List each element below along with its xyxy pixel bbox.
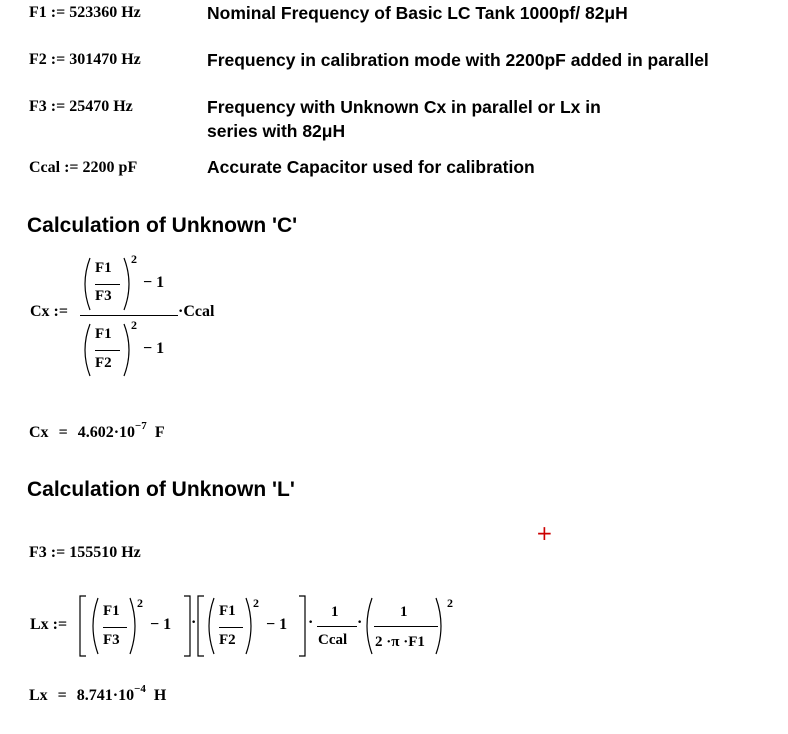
cx-num-fraction-bar — [95, 284, 120, 285]
f2-definition: F2 := 301470 Hz — [29, 51, 141, 68]
lx-dot-1: · — [191, 614, 197, 631]
f3-definition: F3 := 25470 Hz — [29, 98, 133, 115]
lx-lhs: Lx := — [30, 616, 68, 633]
lx-last-fraction-bar — [374, 626, 438, 627]
f1-definition: F1 := 523360 Hz — [29, 4, 141, 21]
crosshair-cursor-icon: + — [536, 521, 553, 545]
lx-frac2-f2: F2 — [219, 632, 236, 648]
cx-num-exponent: 2 — [131, 252, 137, 266]
ccal-definition: Ccal := 2200 pF — [29, 159, 138, 176]
ccal-description: Accurate Capacitor used for calibration — [207, 157, 535, 177]
cx-den-fraction-bar — [95, 350, 120, 351]
lx-last-exponent: 2 — [447, 596, 453, 610]
cx-result-equals: = — [58, 424, 68, 441]
cx-main-fraction-bar — [80, 315, 178, 316]
cx-num-minus-one: − 1 — [143, 274, 165, 291]
lx-frac2-exponent: 2 — [253, 596, 259, 610]
cx-den-exponent: 2 — [131, 318, 137, 332]
lx-result-equals: = — [57, 687, 67, 704]
cx-den-f1: F1 — [95, 326, 112, 342]
cx-num-f1: F1 — [95, 260, 112, 276]
lx-dot-2: · — [308, 614, 314, 631]
cx-den-minus-one: − 1 — [143, 340, 165, 357]
cx-multiplier: ·Ccal — [178, 303, 215, 320]
cx-result — [29, 420, 165, 442]
cx-den-f2: F2 — [95, 355, 112, 371]
heading-unknown-l: Calculation of Unknown 'L' — [27, 478, 295, 501]
lx-frac1-minus-one: − 1 — [150, 616, 172, 633]
heading-unknown-c: Calculation of Unknown 'C' — [27, 214, 298, 237]
lx-frac2-minus-one: − 1 — [266, 616, 288, 633]
lx-frac1-bar — [103, 627, 127, 628]
lx-frac2-bar — [219, 627, 243, 628]
lx-dot-3: · — [357, 614, 363, 631]
f2-description: Frequency in calibration mode with 2200pF added in parallel — [207, 50, 709, 70]
lx-ccal-denominator: Ccal — [318, 632, 348, 648]
cx-result-value: 4.602·10 — [77, 424, 136, 441]
lx-result-unit: H — [153, 687, 167, 704]
f3-description-line2: series with 82μH — [207, 121, 346, 141]
cx-num-f3: F3 — [95, 288, 112, 304]
lx-last-denominator: 2 ·π ·F1 — [375, 634, 425, 650]
f1-description: Nominal Frequency of Basic LC Tank 1000pf/ 82μH — [207, 3, 628, 23]
lx-one-numerator: 1 — [331, 604, 339, 620]
lx-ccal-fraction-bar — [317, 626, 357, 627]
f3-redefinition: F3 := 155510 Hz — [29, 544, 141, 561]
cx-result-unit: F — [154, 424, 165, 441]
lx-frac2-f1: F1 — [219, 603, 236, 619]
cx-result-exponent: −7 — [135, 420, 147, 432]
lx-result-lhs: Lx — [29, 687, 48, 704]
cx-result-lhs: Cx — [29, 424, 49, 441]
lx-result-value: 8.741·10 — [76, 687, 135, 704]
lx-last-one: 1 — [400, 604, 408, 620]
lx-frac1-f1: F1 — [103, 603, 120, 619]
f3-description: Frequency with Unknown Cx in parallel or Lx in — [207, 97, 601, 117]
lx-frac1-exponent: 2 — [137, 596, 143, 610]
lx-result — [29, 683, 167, 705]
lx-frac1-f3: F3 — [103, 632, 120, 648]
lx-result-exponent: −4 — [134, 683, 146, 695]
cx-lhs: Cx := — [30, 303, 68, 320]
